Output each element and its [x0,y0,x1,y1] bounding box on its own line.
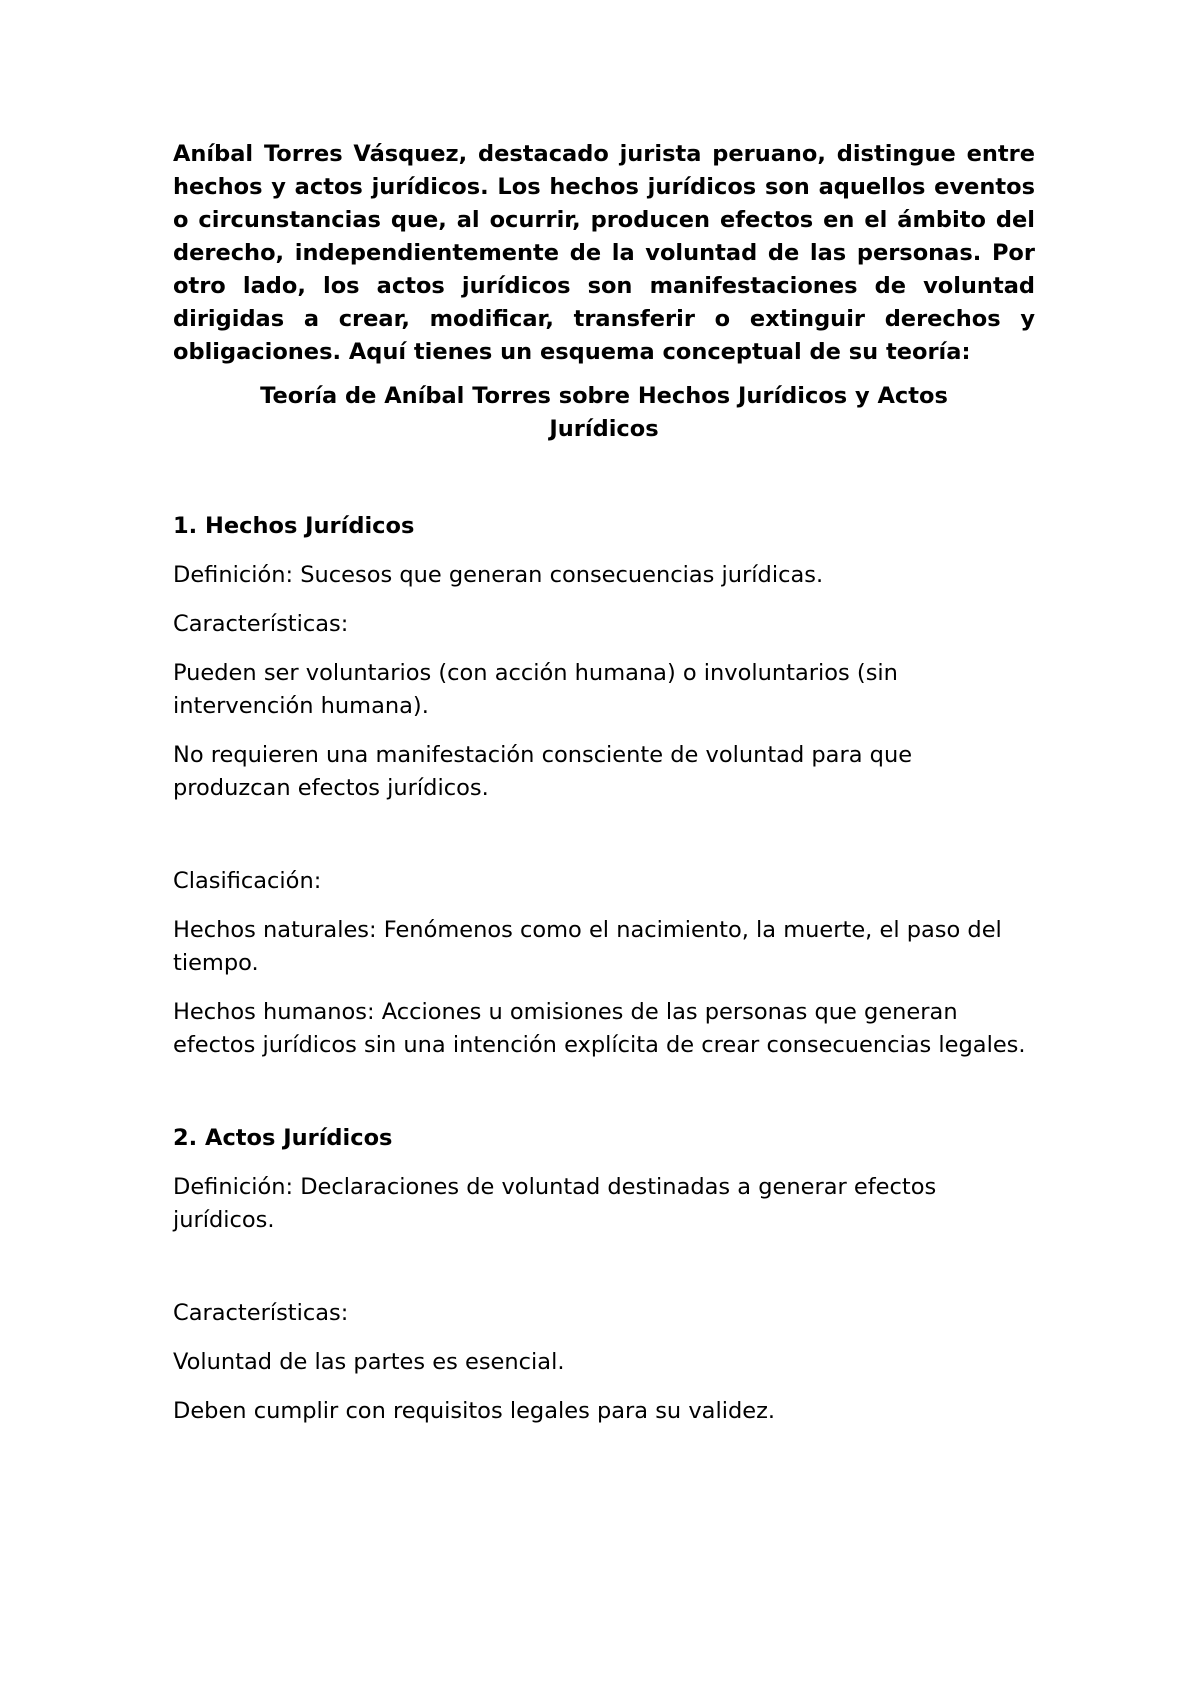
document-page [173,138,1035,1444]
hechos-classification-item: Hechos humanos: Acciones u omisiones de las personas que generan efectos jurídicos sin una intención explícita de crear consecuencias legales. [173,999,1026,1058]
actos-characteristics-label: Características: [173,1300,349,1326]
actos-characteristic-item: Voluntad de las partes es esencial. [173,1349,565,1375]
hechos-characteristics-label: Características: [173,611,349,637]
section-heading-actos: 2. Actos Jurídicos [173,1125,393,1151]
intro-paragraph: Aníbal Torres Vásquez, destacado jurista peruano, distingue entre hechos y actos jurídicos. Los hechos jurídicos son aquellos eventos o circunstancias que, al ocurrir, producen efectos en el ámbito del derecho, independientemente de la voluntad de las personas. Por otro lado, los actos jurídicos son manifestaciones de voluntad dirigidas a crear, modificar, transferir o extinguir derechos y obligaciones. Aquí tienes un esquema conceptual de su teoría: [173,141,1035,365]
hechos-characteristic-item: No requieren una manifestación consciente de voluntad para que produzcan efectos jurídicos. [173,742,913,801]
actos-characteristic-item: Deben cumplir con requisitos legales para su validez. [173,1398,776,1424]
hechos-characteristic-item: Pueden ser voluntarios (con acción humana) o involuntarios (sin intervención humana). [173,660,898,719]
spacer [173,821,1035,865]
actos-definition: Definición: Declaraciones de voluntad destinadas a generar efectos jurídicos. [173,1174,937,1233]
section-heading-hechos: 1. Hechos Jurídicos [173,513,415,539]
document-title: Teoría de Aníbal Torres sobre Hechos Jurídicos y Actos Jurídicos [260,383,948,442]
hechos-classification-item: Hechos naturales: Fenómenos como el nacimiento, la muerte, el paso del tiempo. [173,917,1002,976]
spacer [173,1253,1035,1297]
spacer [173,1078,1035,1122]
hechos-definition: Definición: Sucesos que generan consecuencias jurídicas. [173,562,824,588]
hechos-classification-label: Clasificación: [173,868,322,894]
spacer [173,457,1035,510]
